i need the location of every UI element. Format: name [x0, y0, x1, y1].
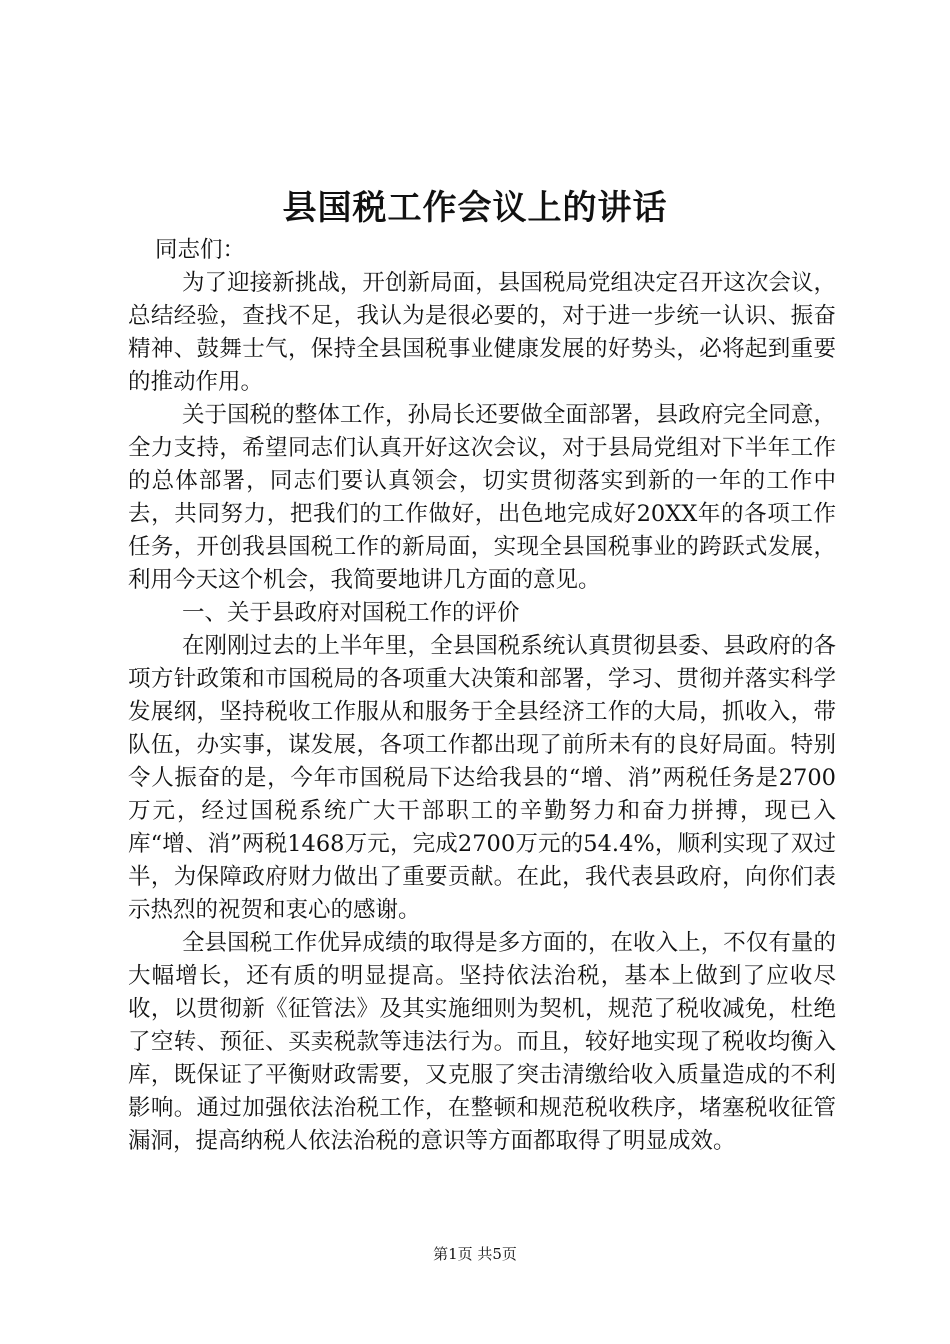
salutation: 同志们：	[155, 237, 246, 263]
paragraph: 在刚刚过去的上半年里，全县国税系统认真贯彻县委、县政府的各项方针政策和市国税局的各项重大决策和部署，学习、贯彻并落实科学发展纲，坚持税收工作服从和服务于全县经济工作的大局，抓收入，带队伍，办实事，谋发展，各项工作都出现了前所未有的良好局面。特别令人振奋的是，今年市国税局下达给我县的“增、消”两税任务是2700万元，经过国税系统广大干部职工的辛勤努力和奋力拼搏，现已入库“增、消”两税1468万元，完成2700万元的54.4%，顺利实现了双过半，为保障政府财力做出了重要贡献。在此，我代表县政府，向你们表示热烈的祝贺和衷心的感谢。	[128, 633, 836, 923]
paragraph: 为了迎接新挑战，开创新局面，县国税局党组决定召开这次会议，总结经验，查找不足，我认为是很必要的，对于进一步统一认识、振奋精神、鼓舞士气，保持全县国税事业健康发展的好势头，必将起到重要的推动作用。	[128, 270, 836, 395]
page-indicator: 第1页 共5页	[433, 1245, 517, 1263]
section-heading: 一、关于县政府对国税工作的评价	[182, 600, 520, 626]
paragraph: 全县国税工作优异成绩的取得是多方面的，在收入上，不仅有量的大幅增长，还有质的明显提高。坚持依法治税，基本上做到了应收尽收，以贯彻新《征管法》及其实施细则为契机，规范了税收减免，杜绝了空转、预征、买卖税款等违法行为。而且，较好地实现了税收均衡入库，既保证了平衡财政需要，又克服了突击清缴给收入质量造成的不利影响。通过加强依法治税工作，在整顿和规范税收秩序，堵塞税收征管漏洞，提高纳税人依法治税的意识等方面都取得了明显成效。	[128, 930, 836, 1154]
document-body	[128, 234, 836, 1158]
document-title: 县国税工作会议上的讲话	[282, 188, 668, 228]
paragraph: 关于国税的整体工作，孙局长还要做全面部署，县政府完全同意，全力支持，希望同志们认真开好这次会议，对于县局党组对下半年工作的总体部署，同志们要认真领会，切实贯彻落实到新的一年的工作中去，共同努力，把我们的工作做好，出色地完成好20XX年的各项工作任务，开创我县国税工作的新局面，实现全县国税事业的跨跃式发展，利用今天这个机会，我简要地讲几方面的意见。	[128, 402, 836, 593]
